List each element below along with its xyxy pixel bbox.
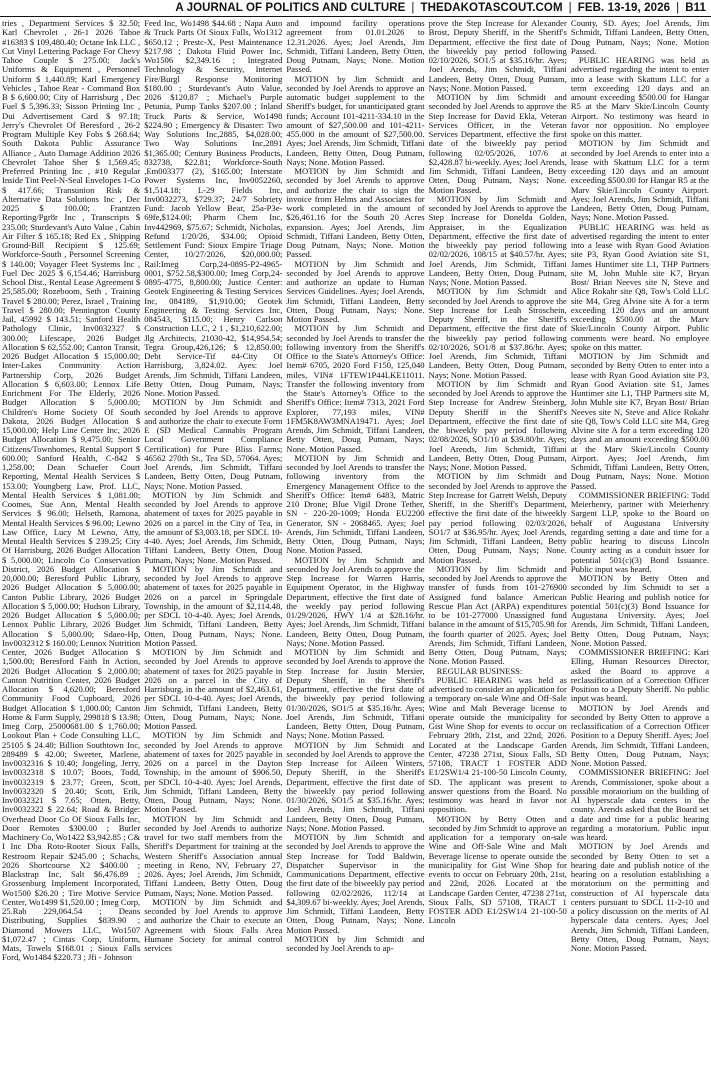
paragraph: MOTION by Jim Schmidt and seconded by Joel Arends to approve the Step Increase for Donelda Golden, Appraiser, in the Equalization Department, effective the first date of the biweekly pay period following 02/02/2026, 108/15 at $40.57/hr. Ayes; Joel Arends, Jim Schmidt, Tiffani Landeen, Betty Otten, Doug Putnam, Nays; None. Motion Passed. bbox=[428, 193, 567, 287]
paragraph: MOTION by Jim Schmidt and seconded by Joel Arends to approve the Step Increase for Todd Baldwin, Dispatcher Supervisor in the Communications Department, effective the first date of the biweekly pay period following 02/02/2026, 112/14 at $4,309.67 bi-weekly. Ayes; Joel Arends, Jim Schmidt, Tiffani Landeen, Betty Otten, Doug Putnam, Nays; None. Motion Passed. bbox=[286, 832, 425, 935]
header-separator: | bbox=[411, 2, 415, 14]
column-1 bbox=[2, 19, 140, 1080]
paragraph: MOTION by Jim Schmidt and seconded by Joel Arends to approve abatement of taxes for 2025 payable in 2026 on a parcel in the City of Harrisburg, in the amount of $2,463.61, per SDCL 10-4-40. Ayes; Joel Arends, Jim Schmidt, Tiffani Landeen, Betty Otten, Doug Putnam, Nays; None. Motion Passed. bbox=[144, 647, 283, 731]
page-number: B11 bbox=[685, 2, 706, 14]
paragraph: Feed Inc, Wo1498 $44.68 ; Napa Auto & Truck Parts Of Sioux Falls, Wo1312 $650.12 ; Prestc-X, Pest Maintenance $217.98 ; Dakota Fluid Power Inc, Wo1506 $2,349.16 ; Integrated Technology & Security, Internet Fire/Burgl Response Monitoring $180.00 ; Sturdevant's Auto Value, 2026 $120.87 ; Michael's Purple Petunia, Pump Tanks $207.00 ; Inland Truck Parts & Service, Wo1498 $224.90 ; Emergency & Disaster: Two Way Solutions Inc,2885, $4,028.00; Two Way Solutions Inc,2891 $1,365.00; Century Business Products, 832738, $22.81; Workforce-South ,Em003377 (2), $165.00; Interstate Power Systems Inc, Inv0052260, $1,514.18; L-29 Fields Inc, Inv0032273, $729.37; 24/7 Sobriety Fund: Jacob Yellow Bear, 25a-P3e-69fe,$124.00; Pharm Chem Inc, Inv442969, $75.67; Schmidt, Nicholas, Refund 1/20/26, $34.00; Opioid Settlement Fund: Sioux Empire Triage Center, 10/27/2026, $20,000.00; Rail:Imeg Corp,24-0895-P2-4965-0001, $752.58,$300.00; Imeg Corp,24-0895-4775, 8,800.00; Justice Center: Geotek Engineering & Testing Services Inc, 084189, $1,910.00; Geotek Engineering & Testing Services Inc, 084543, $115.00; Henry Carlson Construction LLC, 2 1 , $1,210,622.00; Jlg Architects, 21030-42, $14,954.54; Tegra Group,426,126; $ 12,850.00; Debt Service-Tif #4-City Of Harrisburg, 3,824.02. Ayes: Joel Arends, Jim Schmidt, Tiffani Landeen, Betty Otten, Doug Putnam, Nays; None. Motion Passed. bbox=[144, 19, 283, 398]
section-heading: REGULAR BUSINESS: bbox=[436, 665, 523, 676]
paragraph: MOTION by Jim Schmidt and seconded by Joel Arends to approve and authorize an update to Human Services Guidelines. Ayes; Joel Arends, Jim Schmidt, Tiffani Landeen, Betty Otten, Doug Putnam, Nays; None. Motion Passed. bbox=[286, 258, 425, 324]
paragraph: MOTION by Joel Arends and seconded by Betty Otten to set a hearing date and publish notice of the hearing on a resolution establishing a moratorium on the permitting and construction of AI hyperscale data centers pursuant to SDCL 11-2-10 and a policy discussion on the merits of AI hyperscale data centers. Ayes; Joel Arends, Jim Schmidt, Tiffani Landeen, Betty Otten, Doug Putnam, Nays; None. Motion Passed. bbox=[570, 841, 710, 953]
paragraph: MOTION by Jim Schmidt and seconded by Joel Arends to ap- bbox=[286, 933, 425, 953]
paragraph: MOTION by Jim Schmidt and seconded by Joel Arends to approve the Step Increase for Justin Mersier, Deputy Sheriff, in the Sheriff's Department, effective the first date of the biweekly pay period following 01/30/2026, SO1/5 at $35.16/hr. Ayes; Joel Arends, Jim Schmidt, Tiffani Landeen, Betty Otten, Doug Putnam, Nays; None. Motion Passed. bbox=[286, 647, 425, 741]
issue-date: FEB. 13-19, 2026 bbox=[577, 2, 671, 14]
paragraph: MOTION by Jim Schmidt and seconded by Joel Arends to approve and authorize the Chair to execute an Agreement with Sioux Falls Area Humane Society for animal control services bbox=[144, 896, 283, 953]
paragraph: MOTION by Jim Schmidt and seconded by Joel Arends to approve abatement of taxes for 2025 payable in 2026 on a parcel in the City of Tea, in the amount of $3,003.18, per SDCL 10-4-40. Ayes; Joel Arends, Jim Schmidt, Tiffani Landeen, Betty Otten, Doug Putnam, Nays; None. Motion Passed. bbox=[144, 489, 283, 565]
column-5 bbox=[571, 19, 709, 1080]
website-name: THEDAKOTASCOUT.COM bbox=[420, 2, 563, 14]
paragraph: MOTION by Jim Schmidt and seconded by Joel Arends to approve abatement of taxes for 2025 payable in 2026 on a parcel in Springdale Township, in the amount of $2,114.48, per SDCL 10-4-40. Ayes; Joel Arends, Jim Schmidt, Tiffani Landeen, Betty Otten, Doug Putnam, Nays; None. Motion Passed. bbox=[144, 563, 283, 648]
paragraph: MOTION by Jim Schmidt and seconded by Joel Arends to approve abatement of taxes for 2025 payable in 2026 on a parcel in the Dayton Township, in the amount of $906.50, per SDCL 10-4-40. Ayes; Joel Arends, Jim Schmidt, Tiffani Landeen, Betty Otten, Doug Putnam, Nays; None. Motion Passed. bbox=[144, 730, 283, 815]
column-4 bbox=[429, 19, 567, 1080]
paragraph: MOTION by Jim Schmidt and seconded by Joel Arends to approve an automatic budget supplement to the Sheriff's budget, for unanticipated grant funds; Account 101-4211-334.10 in the amount of $27,500.00 and 101-4211-455.000 in the amount of $27,500.00. Ayes; Joel Arends, Jim Schmidt, Tiffani Landeen, Betty Otten, Doug Putnam, Nays; None. Motion Passed. bbox=[286, 73, 425, 167]
paragraph: MOTION by Jim Schmidt and seconded by Joel Arends to approve the Step Increase for Leah Stroschein, Deputy Sheriff, in the Sheriff's Department, effective the first date of the biweekly pay period following 02/10/2026, SO1/8 at $37.86/hr. Ayes; Joel Arends, Jim Schmidt, Tiffani Landeen, Betty Otten, Doug Putnam, Nays; None. Motion Passed. bbox=[428, 286, 567, 380]
publication-tagline: A JOURNAL OF POLITICS AND CULTURE bbox=[175, 2, 406, 14]
paragraph: MOTION by Jim Schmidt and seconded by Joel Arends to approve the Step Increase for Warren Harris, Equipment Operator, in the Highway Department, effective the first date of the weekly pay period following 01/29/2026, HWY 1/4 at $28.16/hr. Ayes; Joel Arends, Jim Schmidt, Tiffani Landeen, Betty Otten, Doug Putnam, Nays; None. Motion Passed. bbox=[286, 554, 425, 648]
paragraph: MOTION by Jim Schmidt and seconded by Joel Arends to authorize travel for two staff members from the Sheriff's Department for training at the Western Sheriff's Association annual meeting in Reno, NV, February 27, 2026. Ayes; Joel Arends, Jim Schmidt, Tiffani Landeen, Betty Otten, Doug Putnam, Nays; None. Motion Passed. bbox=[144, 813, 283, 898]
paragraph: MOTION by Joel Arends and seconded by Betty Otten to approve a reclassification of a Correction Officer Position to a Deputy Sheriff. Ayes; Joel Arends, Jim Schmidt, Tiffani Landeen, Betty Otten, Doug Putnam, Nays; None. Motion Passed. bbox=[570, 702, 710, 768]
paragraph: MOTION by Betty Otten and seconded by Jim Schmidt to set a Public Hearing and publish notice for potential 501(c)(3) Bond Issuance for Augustana University. Ayes; Joel Arends, Jim Schmidt, Tiffani Landeen, Betty Otten, Doug Putnam, Nays; None. Motion Passed. bbox=[570, 573, 710, 648]
paragraph: MOTION by Jim Schmidt and seconded by Joel Arends to approve the Step Increase for Garrett Welsh, Deputy Sheriff, in the Sheriff's Department, effective the first date of the biweekly pay period following 02/03/2026, SO1/7 at $36.95/hr. Ayes; Joel Arends, Jim Schmidt, Tiffani Landeen, Betty Otten, Doug Putnam, Nays; None. Motion Passed. bbox=[428, 471, 567, 565]
header-separator: | bbox=[676, 2, 680, 14]
paragraph: COMMISSIONER BRIEFING: Todd Meierhenry, partner with Meierhenry Sargent LLP, spoke to the Board on behalf of Augustana University regarding setting a date and time for a public hearing to discuss Lincoln County acting as a conduit issuer for potential 501(c)(3) Bond Issuance. Public input was heard. bbox=[570, 489, 710, 574]
article-columns bbox=[0, 19, 711, 1080]
paragraph: COMMISSIONER BRIEFING: Joel Arends, Commissioner, spoke about a possible moratorium on the building of AI hyperscale data centers in the county. Arends asked that the Board set a date and time for a public hearing regarding a moratorium. Public input was heard. bbox=[570, 767, 710, 842]
paragraph: MOTION by Jim Schmidt and seconded by Joel Arends to approve and authorize the chair to sign the invoice from Helms and Associates for work completed in the amount of $26,461.16 for the South 20 Acres expansion. Ayes; Joel Arends, Jim Schmidt, Tiffani Landeen, Betty Otten, Doug Putnam, Nays; None. Motion Passed. bbox=[286, 166, 425, 260]
paragraph: COMMISSIONER BRIEFING: Kari Elling, Human Resources Director, asked the Board to approve a reclassification of a Correction Officer Position to a Deputy Sheriff. No public input was heard. bbox=[570, 647, 710, 704]
column-2 bbox=[144, 19, 282, 1080]
paragraph: MOTION by Jim Schmidt and seconded by Joel Arends to approve the Step Increase for Andrew Steinberg, Deputy Sheriff in the Sheriff's Department, effective the first date of the biweekly pay period following 02/08/2026, SO1/10 at $39.80/hr. Ayes; Joel Arends, Jim Schmidt, Tiffani Landeen, Betty Otten, Doug Putnam, Nays; None. Motion Passed. bbox=[428, 378, 567, 472]
paragraph: prove the Step Increase for Alexander Brost, Deputy Sheriff, in the Sheriff's Department, effective the first date of the biweekly pay period following 02/10/2026, SO1/5 at $35.16/hr. Ayes; Joel Arends, Jim Schmidt, Tiffani Landeen, Betty Otten, Doug Putnam, Nays; None. Motion Passed. bbox=[428, 19, 567, 93]
paragraph: tries , Department Services $ 32.50; Karl Chevrolet , 26-1 2026 Tahoe #16383 $ 109,480.40; Octane Ink LLC , Cut Vinyl Lettering Package For Chevy Tahoe Couple $ 275.00; Jack's Uniforms & Equipment , Personnel Uniform $ 1,440.89; Karl Emergency Vehicles , Tahoe Rear - Command Box B $ 6,600.00; City of Harrisburg , Dec Fuel $ 5,396.33; Sisson Printing Inc , Dui Advertisement Card $ 97.18; Jerry's Chevrolet Of Beresford , 26-2 Program Multiple Key Fobs $ 268.64; South Dakota Public Assurance Alliance , Auto Damage Addition 2026 Chevrolet Tahoe Sher $ 1,569.45; Preferred Printing Inc , #10 Regular Inside Tint Peel-N-Seal Envelopes 1-Co $ 417.66; Transunion Risk & Alternative Data Solutions Inc , Dec 2025 $ 100.00; Frantzen Reporting/Pgr8r Inc , Transcripts $ 235.00; Sturdevant's Auto Value , Cabin Air Filter $ 165.18; Red Ex , Shipping Ground-Bill Recipient $ 125.69; Workforce-South , Personnel Screening $ 140.00; Voyager Fleet Systems Inc , Fuel Dec 2025 $ 6,154.46; Harrisburg School Dist., Rental Lease Agreement $ 25,585.00; Rozeboom, Seth , Training Travel $ 280.00; Perez, Israel , Training Travel $ 280.00; Pennington County Jail, 45992 $ 143.51; Sanford Health Pathology Clinic, Inv0032327 $ 300.00; Lifescape, 2026 Budget Allocation $ 62,552.00; Canton Transit, 2026 Budget Allocation $ 15,000.00; Inter-Lakes Community Action Partnership Corp, 2026 Budget Allocation $ 6,603.00; Lennox Life Enrichment For The Elderly, 2026 Budget Allocation $ 5,000.00; Children's Home Society Of South Dakota, 2026 Budget Allocation $ 15,000.00; Help Line Center Inc, 2026 Budget Allocation $ 9,475.00; Senior Citizens/Townhomes, Rental Support $ 600.00; Sanford Health, C-842 $ 1,258.00; Dean Schaefer Court Reporting, Mental Health Services $ 153.00; Youngberg Law, Prof. LLC, Mental Health Services $ 1,081.00; Coomes, Sue Ann, Mental Health Services $ 96.00; Helseth, Ramona, Mental Health Services $ 96.00; Lewno Law Office, Lucy M Lewno, Atty, Mental Health Services $ 239.25; City Of Harrisburg, 2026 Budget Allocation $ 5,000.00; Lincoln Co Conservation District, 2026 Budget Allocation $ 20,000.00; Beresford Public Library, 2026 Budget Allocation $ 5,000.00; Canton Public Library, 2026 Budget Allocation $ 5,000.00; Hudson Library, 2026 Budget Allocation $ 5,000.00; Lennox Public Library, 2026 Budget Allocation $ 5,000.00; Sdaeo-Hp, Inv0032312 $ 160.00; Lennox Nutrition Center, 2026 Budget Allocation $ 1,500.00; Beresford Faith In Action, 2026 Budget Allocation $ 2,000.00; Canton Nutrition Center, 2026 Budget Allocation $ 4,620.00; Beresford Community Food Cupboard, 2026 Budget Allocation $ 1,000.00; Canton Home & Farm Supply, 299818 $ 13.98; Imeg Corp, 25000681.00 $ 1,760.00; Lookout Plan + Code Consulting LLC, 25105 $ 24.40; Billion Southtown Inc, 289489 $ 42.00; Sweeter, Marlene, Inv0032316 $ 10.40; Jongeling, Jerry, Inv0032318 $ 10.07; Boots, Todd, Inv0032319 $ 23.77; Green, Scott, Inv0032320 $ 20.40; Scott, Erik, Inv0032321 $ 7.65; Otten, Betty, Inv0032322 $ 22.64; Road & Bridge: Overhead Door Co Of Sioux Falls Inc, Door Remotes $300.00 ; Butler Machinery Co, Wo1422 $3,942.85 ; C& I Inc Dba Roto-Rooter Sioux Falls, Restroom Repair $245.00 ; Schachs, 2026 Shortcourse X2 $400.00 ; Blackstrap Inc, Salt $6,476.89 ; Grossenburg Implement Incorporated, Wo1500 $26.20 ; Tire Motive Service Center, Wo1499 $1,520.00 ; Imeg Corp, 25.Rab 229,064.54 ; Deans Distributing, Supplies $839.90 ; Diamond Mowers LLC, Wo1507 $1,072.47 ; Cintas Corp, Uniform, Mats, Towels $168.01 ; Sioux Falls Ford, Wo1484 $220.73 ; Jfi - Johnson bbox=[2, 19, 141, 963]
header-separator: | bbox=[568, 2, 572, 14]
paragraph: PUBLIC HEARING was held as advertised regarding the intent to enter into a lease with Skattum LLC for a term exceeding 120 days and an amount exceeding $500.00 for Hangar R5 at the Marv Skie/Lincoln County Airport. No testimony was heard in favor nor opposition. No employee spoke on this matter. bbox=[570, 55, 710, 139]
paragraph: County, SD. Ayes; Joel Arends, Jim Schmidt, Tiffani Landeen, Betty Otten, Doug Putnam, Nays; None. Motion Passed. bbox=[570, 19, 710, 56]
paragraph: and impound facility operations agreement from 01.01.2026 to 12.31.2026. Ayes; Joel Arends, Jim Schmidt, Tiffani Landeen, Betty Otten, Doug Putnam, Nays; None. Motion Passed. bbox=[286, 19, 425, 75]
page-header bbox=[0, 0, 711, 17]
column-3 bbox=[286, 19, 424, 1080]
paragraph: MOTION by Jim Schmidt and seconded by Joel Arends to transfer the following inventory from the Emergency Management Office to the Sheriff's Office: Item# 6483, Matric 210 Drone; Blue Vigil Drone Tether, SN - 220-20-1009; Honda EU2200 Generator, SN - 2068465. Ayes; Joel Arends, Jim Schmidt, Tiffani Landeen, Betty Otten, Doug Putnam, Nays; None. Motion Passed. bbox=[286, 452, 425, 556]
paragraph: MOTION by Jim Schmidt and seconded by Betty Otten to enter into a lease with Ryan Good Aviation site P3, Ryan Good Aviation site S1, James Huntimer site L1, THP Partners site M, John Muhle site K7, Bryan Bost/ Brian Neeves site N, Steve and Alice Rokahr site Q8, Tow's Cold LLC site M4, Greg Alvine site A for a term exceeding 120 days and an amount exceeding $500.00 at the Marv Skie/Lincoln County Airport. Ayes; Joel Arends, Jim Schmidt, Tiffani Landeen, Betty Otten, Doug Putnam, Nays; None. Motion Passed. bbox=[570, 351, 710, 491]
paragraph: PUBLIC HEARING was held as advertised to consider an application for a temporary on-sale Wine and Off-Sale Wine and Malt Beverage license to operate outside the municipality for Gist Wine Shop for events to occur on February 20th, 21st, and 22nd, 2026. Located at the Landscape Garden Center, 47238 271st, Sioux Falls, SD 57108, TRACT 1 FOSTER ADD E1/2SW1/4 21-100-50 Lincoln County, SD. The applicant was present to answer questions from the Board. No testimony was heard in favor nor opposition. bbox=[428, 674, 567, 815]
paragraph: MOTION by Jim Schmidt and seconded by Joel Arends to transfer the following inventory from the Sheriff's Office to the State's Attorney's Office: Item# 6705, 2020 Ford F150, 125,040 miles, VIN# 1FTEW1P44LKE11011. Transfer the following inventory from the State's Attorney's Office to the Sheriff's Office: Item# 7313, 2021 Ford Explorer, 77,193 miles, VIN# 1FM5K8AW3MNA19471. Ayes; Joel Arends, Jim Schmidt, Tiffani Landeen, Betty Otten, Doug Putnam, Nays; None. Motion Passed. bbox=[286, 323, 425, 454]
paragraph: MOTION by Jim Schmidt and seconded by Joel Arends to enter into a lease with Skattum LLC for a term exceeding 120 days and an amount exceeding $500.00 for Hangar R5 at the Marv Skie/Lincoln County Airport. Ayes; Joel Arends, Jim Schmidt, Tiffani Landeen, Betty Otten, Doug Putnam, Nays; None. Motion Passed. bbox=[570, 138, 710, 223]
paragraph: MOTION by Betty Otten and seconded by Jim Schmidt to approve an application for a temporary on-sale Wine and Off-Sale Wine and Malt Beverage license to operate outside the municipality for Gist Wine Shop for events to occur on February 20th, 21st, and 22nd, 2026. Located at the Landscape Garden Center, 47238 271st, Sioux Falls, SD 57108, TRACT 1 FOSTER ADD E1/2SW1/4 21-100-50 Lincoln bbox=[428, 813, 567, 926]
paragraph: MOTION by Jim Schmidt and seconded by Joel Arends to approve the Step Increase for David Ekla, Veteran Services Officer, in the Veteran Services Department, effective the first date of the biweekly pay period following 02/05/2026, 107/6 at $2,428.87 bi-weekly. Ayes; Joel Arends, Jim Schmidt, Tiffani Landeen, Betty Otten, Doug Putnam, Nays; None. Motion Passed. bbox=[428, 92, 567, 195]
paragraph: MOTION by Jim Schmidt and seconded by Joel Arends to approve and authorize the chair to execute Form E (SD Medical Cannabis Program Local Government Compliance Certification) for Pure Bliss Farms; 46562 270th St., Tea SD, 57064. Ayes; Joel Arends, Jim Schmidt, Tiffani Landeen, Betty Otten, Doug Putnam, Nays; None. Motion Passed. bbox=[144, 397, 283, 491]
paragraph: MOTION by Jim Schmidt and seconded by Joel Arends to approve the transfer of funds from 101-276900 Assigned fund balance American Rescue Plan Act (ARPA) expenditures to be 101-277000 Unassigned fund balance in the amount of $15,705.98 for the fourth quarter of 2025. Ayes; Joel Arends, Jim Schmidt, Tiffani Landeen, Betty Otten, Doug Putnam, Nays; None. Motion Passed. bbox=[428, 563, 567, 667]
paragraph: MOTION by Jim Schmidt and seconded by Joel Arends to approve the Step Increase for Aileen Winters, Deputy Sheriff, in the Sheriff's Department, effective the first date of the biweekly pay period following 01/30/2026, SO1/5 at $35.16/hr. Ayes; Joel Arends, Jim Schmidt, Tiffani Landeen, Betty Otten, Doug Putnam, Nays; None. Motion Passed. bbox=[286, 739, 425, 833]
paragraph: PUBLIC HEARING was held as advertised regarding the intent to enter into a lease with Ryan Good Aviation site P3, Ryan Good Aviation site S1, James Huntimer site L1, THP Partners site M, John Muhle site K7, Bryan Bost/ Brian Neeves site N, Steve and Alice Rokahr site Q8, Tow's Cold LLC site M4, Greg Alvine site A for a term exceeding 120 days and an amount exceeding $500.00 at the Marv Skie/Lincoln County Airport. Public comments were heard. No employee spoke on this matter. bbox=[570, 221, 710, 352]
